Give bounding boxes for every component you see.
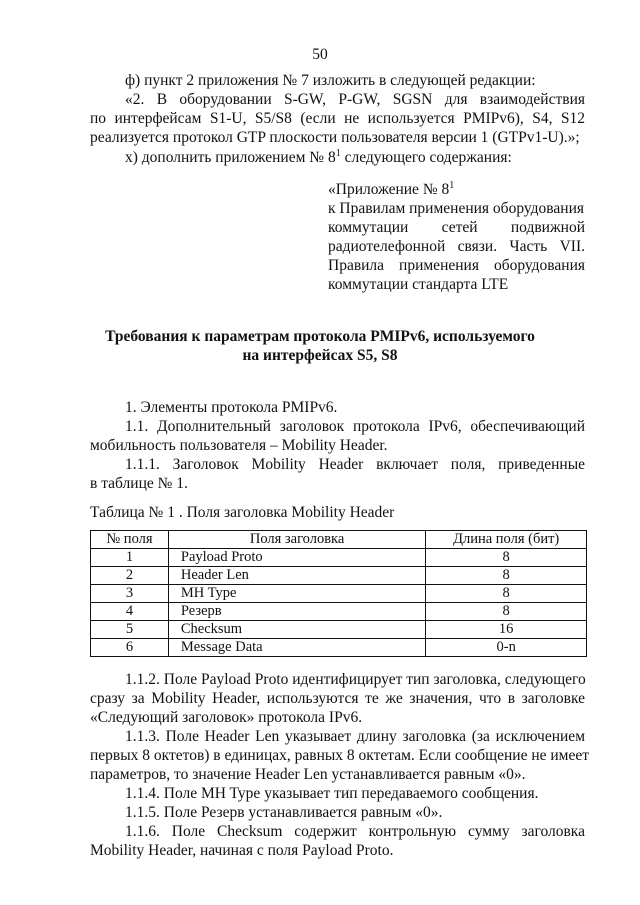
paragraph-1-1-1-line-2: в таблице № 1.	[90, 475, 188, 492]
paragraph-1-1-2-line-2: сразу за Mobility Header, используются те же значения, что в заголовке	[90, 690, 585, 707]
header-field-number: № поля	[91, 531, 169, 549]
paragraph-1-1-line-1: 1.1. Дополнительный заголовок протокола IPv6, обеспечивающий	[125, 418, 585, 435]
item-h-text: х) дополнить приложением № 8	[125, 149, 336, 166]
cell-length: 8	[426, 549, 587, 567]
appendix-title-superscript: 1	[449, 180, 455, 191]
paragraph-1-1-1-line-1: 1.1.1. Заголовок Mobility Header включает поля, приведенные	[125, 456, 585, 473]
paragraph-1-1-3-line-1: 1.1.3. Поле Header Len указывает длину заголовка (за исключением	[125, 728, 585, 745]
paragraph-1-1-4: 1.1.4. Поле MH Type указывает тип передаваемого сообщения.	[125, 785, 539, 802]
appendix-line-1: к Правилам применения оборудования	[328, 200, 584, 217]
appendix-title-text: «Приложение № 8	[328, 181, 450, 198]
appendix-line-2: коммутации сетей подвижной	[328, 219, 585, 236]
paragraph-1-1-6-line-2: Mobility Header, начиная с поля Payload Proto.	[90, 842, 394, 859]
item-f: ф) пункт 2 приложения № 7 изложить в следующей редакции:	[125, 72, 536, 89]
table-row	[91, 549, 587, 567]
cell-length: 16	[426, 621, 587, 639]
table-row	[91, 567, 587, 585]
header-field-name: Поля заголовка	[168, 531, 425, 549]
cell-length: 0-n	[426, 639, 587, 657]
quote-line-2: по интерфейсам S1-U, S5/S8 (если не используется PMIPv6), S4, S12	[90, 110, 585, 127]
table-row	[91, 639, 587, 657]
paragraph-1-1-2-line-3: «Следующий заголовок» протокола IPv6.	[90, 709, 363, 726]
item-h	[125, 148, 512, 167]
paragraph-1-1-line-2: мобильность пользователя – Mobility Header.	[90, 437, 388, 454]
appendix-line-4: Правила применения оборудования	[328, 257, 585, 274]
cell-name: Payload Proto	[168, 549, 425, 567]
paragraph-1-1-5: 1.1.5. Поле Резерв устанавливается равным «0».	[125, 804, 443, 821]
cell-name: Резерв	[168, 603, 425, 621]
cell-name: Checksum	[168, 621, 425, 639]
cell-number: 6	[91, 639, 169, 657]
cell-number: 5	[91, 621, 169, 639]
page-number: 50	[312, 46, 328, 63]
paragraph-1-1-3-line-2: первых 8 октетов) в единицах, равных 8 октетам. Если сообщение не имеет	[90, 747, 590, 764]
cell-length: 8	[426, 567, 587, 585]
appendix-title	[328, 180, 454, 199]
paragraph-1-1-2-line-1: 1.1.2. Поле Payload Proto идентифицирует тип заголовка, следующего	[125, 671, 586, 688]
quote-line-1: «2. В оборудовании S-GW, P-GW, SGSN для взаимодействия	[125, 91, 585, 108]
table-row	[91, 603, 587, 621]
heading-line-2: на интерфейсах S5, S8	[242, 347, 398, 364]
table-header-row	[91, 531, 587, 549]
cell-name: Header Len	[168, 567, 425, 585]
cell-number: 1	[91, 549, 169, 567]
appendix-line-3: радиотелефонной связи. Часть VII.	[328, 238, 585, 255]
table-row	[91, 621, 587, 639]
paragraph-1: 1. Элементы протокола PMIPv6.	[125, 399, 338, 416]
table-caption: Таблица № 1 . Поля заголовка Mobility Header	[90, 504, 395, 521]
table-row	[91, 585, 587, 603]
cell-length: 8	[426, 585, 587, 603]
header-field-length: Длина поля (бит)	[426, 531, 587, 549]
item-h-text-end: следующего содержания:	[340, 149, 512, 166]
item-h-superscript: 1	[335, 148, 341, 159]
paragraph-1-1-3-line-3: параметров, то значение Header Len устанавливается равным «0».	[90, 766, 526, 783]
quote-line-3: реализуется протокол GTP плоскости пользователя версии 1 (GTPv1-U).»;	[90, 129, 580, 146]
cell-number: 3	[91, 585, 169, 603]
paragraph-1-1-6-line-1: 1.1.6. Поле Checksum содержит контрольную сумму заголовка	[125, 823, 585, 840]
cell-number: 4	[91, 603, 169, 621]
cell-name: MH Type	[168, 585, 425, 603]
heading-line-1: Требования к параметрам протокола PMIPv6, используемого	[105, 328, 535, 345]
cell-number: 2	[91, 567, 169, 585]
mobility-header-table	[90, 530, 587, 657]
appendix-line-5: коммутации стандарта LTE	[328, 276, 509, 293]
cell-length: 8	[426, 603, 587, 621]
cell-name: Message Data	[168, 639, 425, 657]
